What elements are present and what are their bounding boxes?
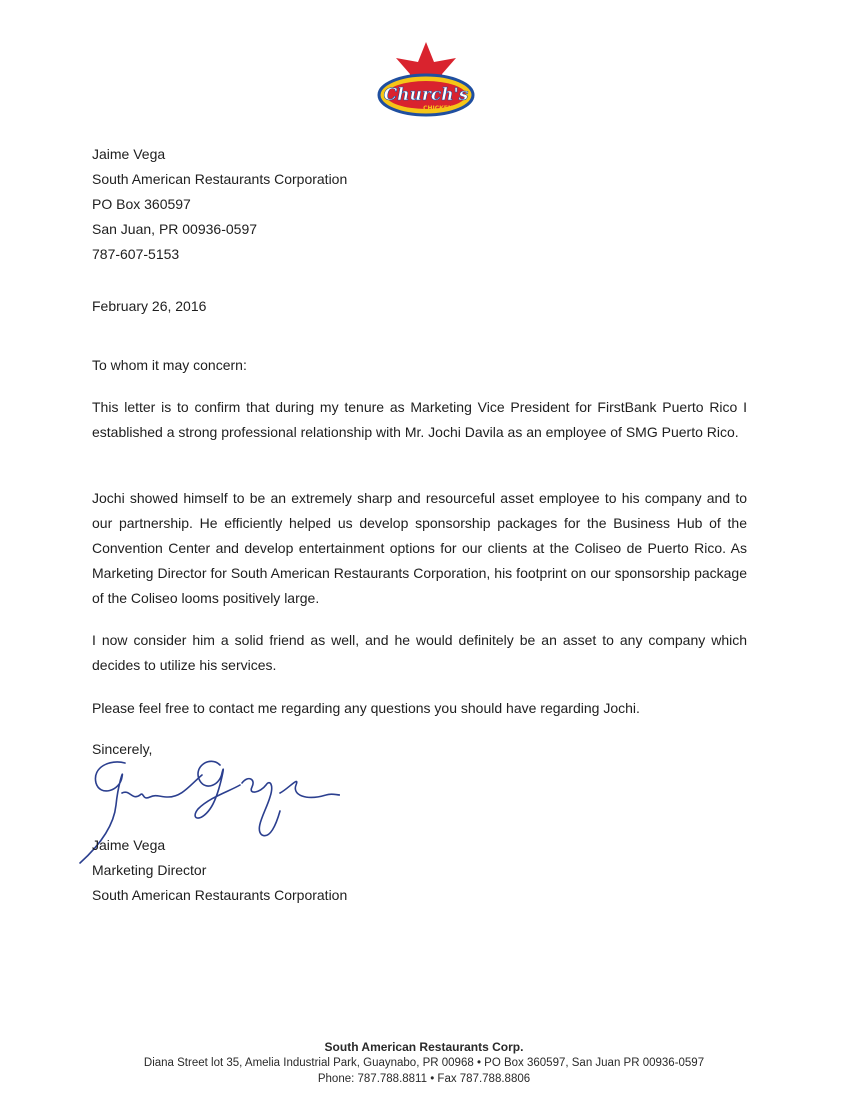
letterhead-footer [0,1039,848,1087]
letter-date: February 26, 2016 [92,298,207,314]
footer-address: Diana Street lot 35, Amelia Industrial Park, Guaynabo, PR 00968 • PO Box 360597, San Juan PR 00936-0597 [143,1057,705,1069]
sender-name: Jaime Vega [92,146,166,162]
closing: Sincerely, [92,741,153,757]
sender-phone: 787-607-5153 [92,246,180,262]
signatory-block [92,833,752,908]
signatory-name: Jaime Vega [92,837,166,853]
sender-address [92,142,752,267]
body-paragraph-3: I now consider him a solid friend as well, and he would definitely be an asset to any company which decides to utilize his services. [92,632,747,673]
signatory-title: Marketing Director [92,862,207,878]
footer-contact: Phone: 787.788.8811 • Fax 787.788.8806 [317,1073,531,1085]
body-paragraph-4: Please feel free to contact me regarding any questions you should have regarding Jochi. [92,700,640,716]
sender-po-box: PO Box 360597 [92,196,191,212]
signatory-company: South American Restaurants Corporation [92,887,348,903]
churchs-chicken-logo [374,40,478,124]
sender-city: San Juan, PR 00936-0597 [92,221,258,237]
logo-subtext: CHICKEN [423,105,453,112]
body-paragraph-2: Jochi showed himself to be an extremely sharp and resourceful asset employee to his company and to our partnership. He efficiently helped us develop sponsorship packages for the Business Hub of the Convention Center and develop entertainment options for our clients at the Coliseo de Puerto Rico. As Marketing Director for South American Restaurants Corporation, his footprint on our sponsorship package of the Coliseo looms positively large. [92,490,747,606]
sender-company: South American Restaurants Corporation [92,171,348,187]
footer-company: South American Restaurants Corp. [324,1040,524,1054]
body-paragraph-1: This letter is to confirm that during my tenure as Marketing Vice President for FirstBank Puerto Rico I established a strong professional relationship with Mr. Jochi Davila as an employee of SMG Puerto Rico. [92,399,747,440]
salutation: To whom it may concern: [92,357,247,373]
logo-wordmark: Church's [383,85,469,105]
